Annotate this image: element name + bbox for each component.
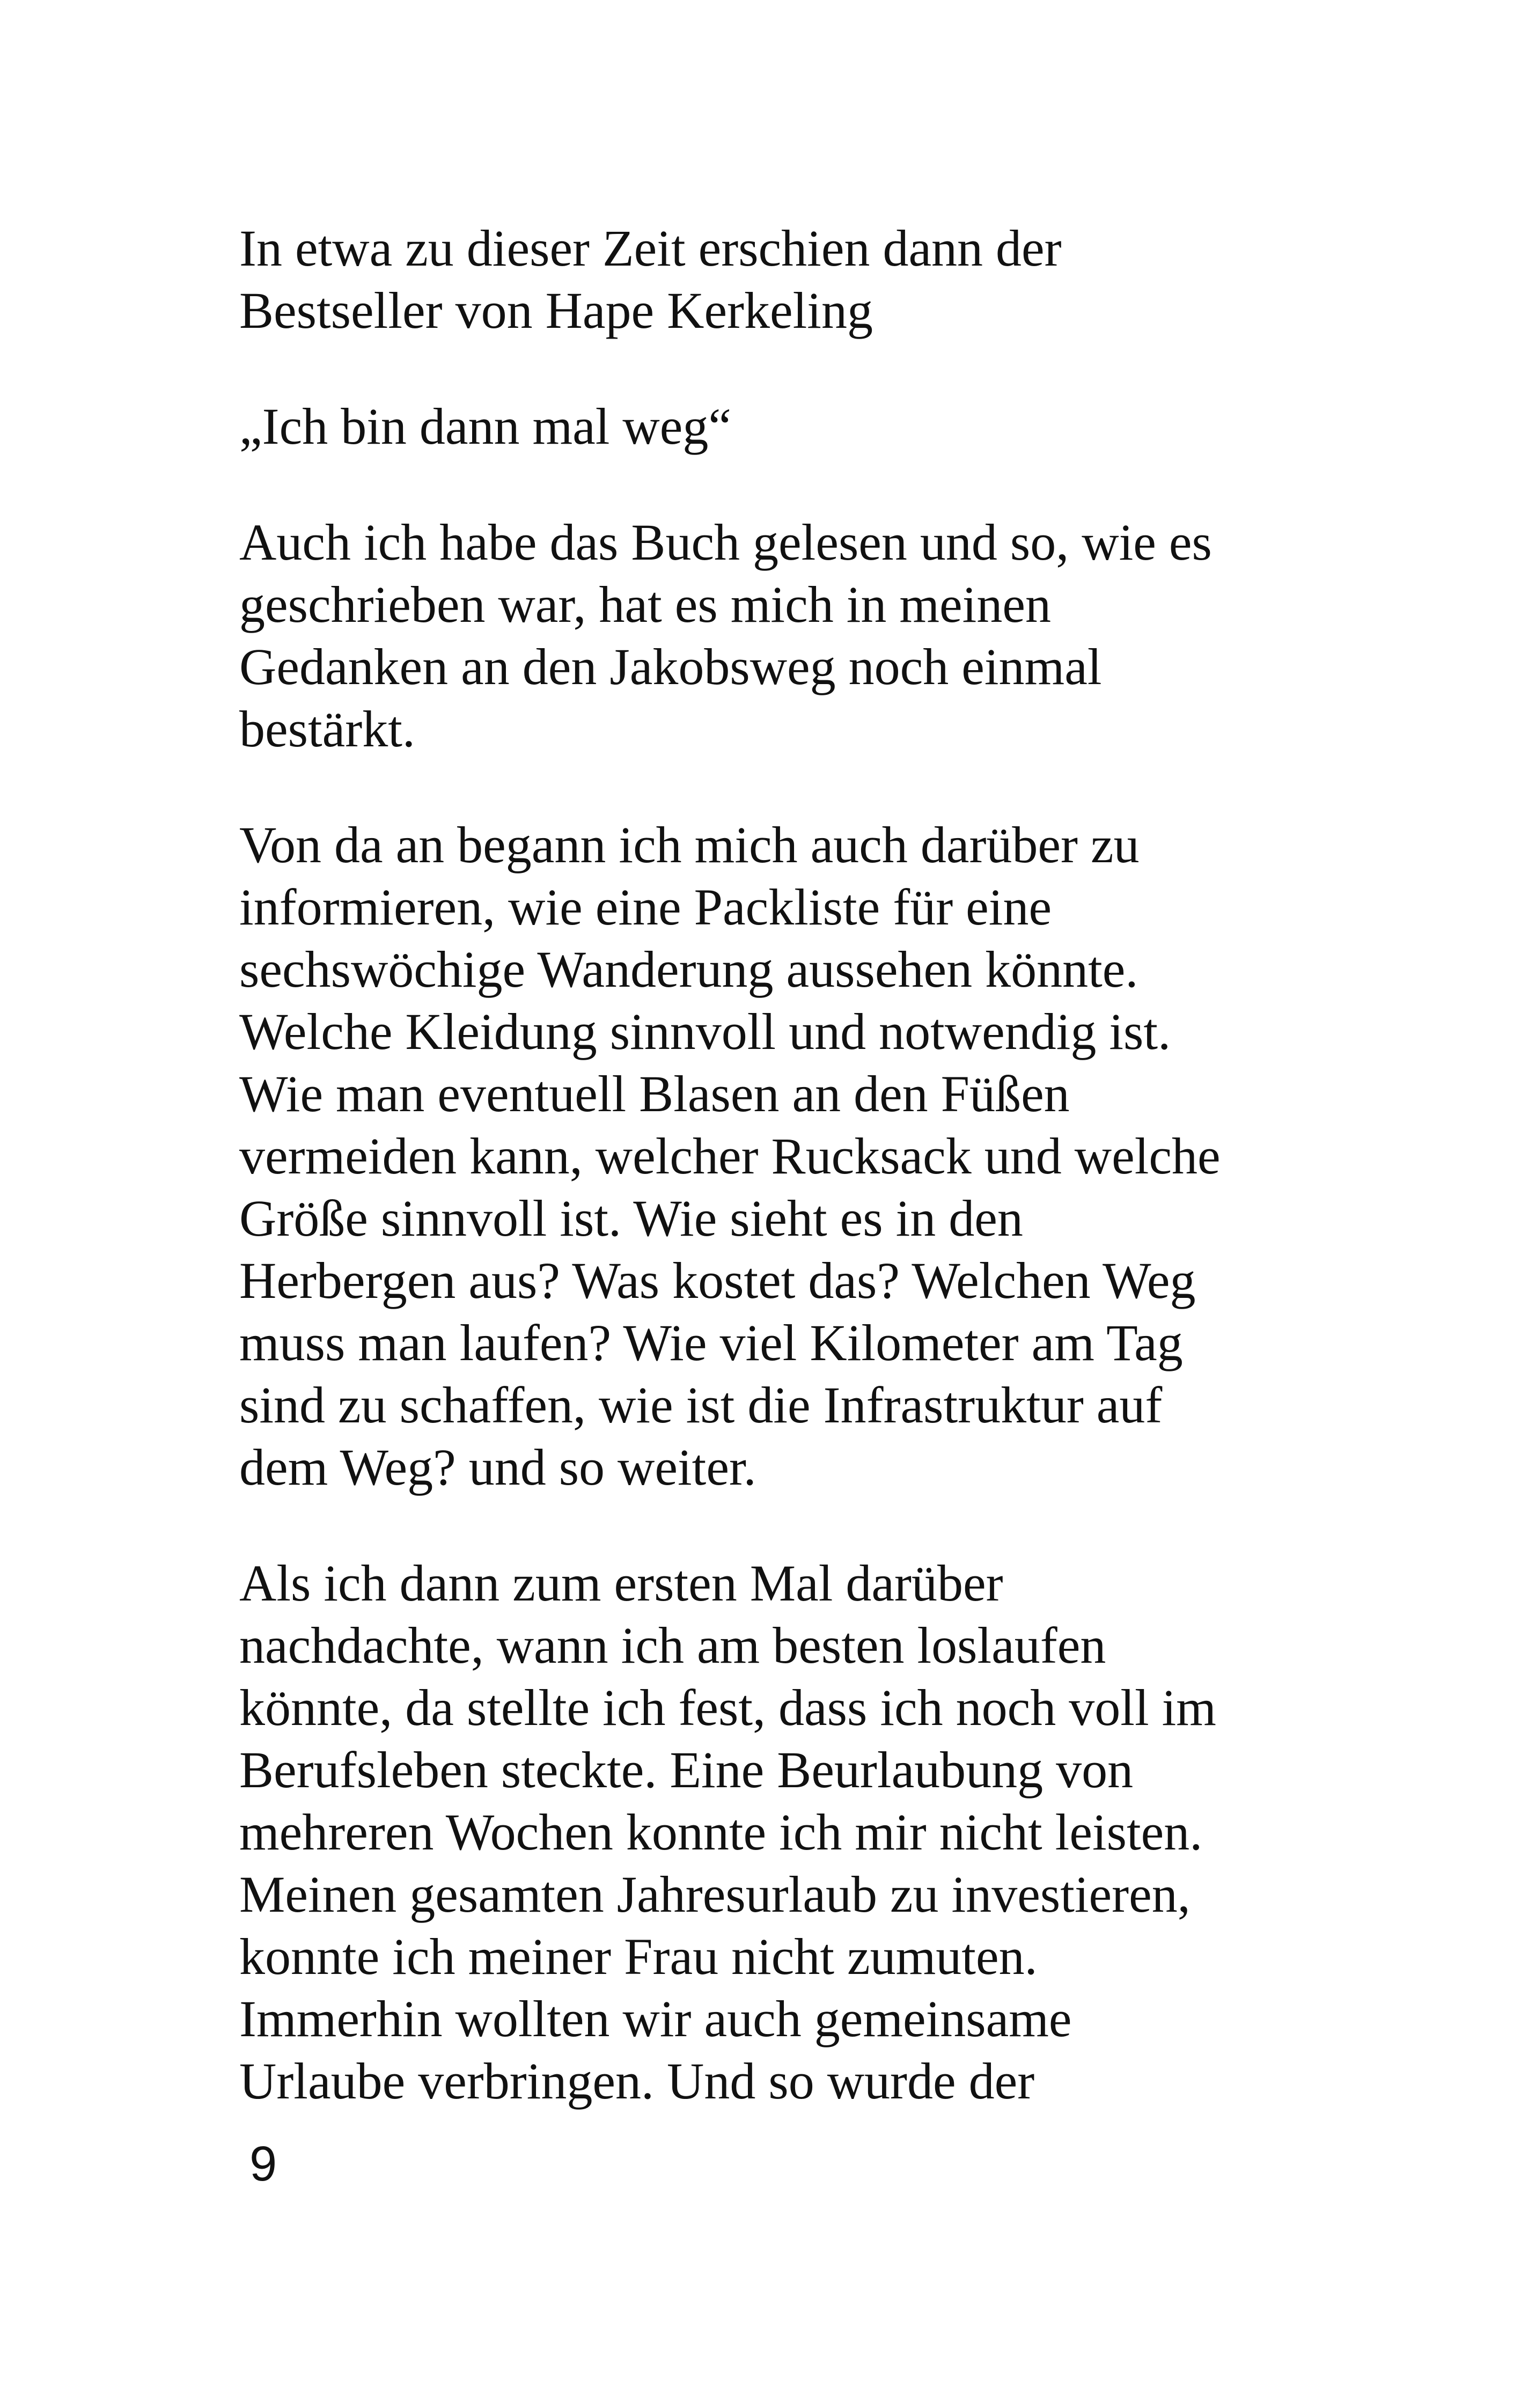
- body-text: [239, 217, 1334, 2166]
- text-line: Auch ich habe das Buch gelesen und so, wie es: [239, 513, 1212, 571]
- page-number: 9: [249, 2137, 277, 2191]
- text-line: Welche Kleidung sinnvoll und notwendig ist.: [239, 1003, 1171, 1060]
- paragraph-3: [239, 511, 1334, 760]
- paragraph-4: [239, 814, 1334, 1499]
- text-line: Immerhin wollten wir auch gemeinsame: [239, 1990, 1072, 2047]
- text-line: informieren, wie eine Packliste für eine: [239, 878, 1052, 936]
- text-line: „Ich bin dann mal weg“: [239, 398, 731, 455]
- text-line: Als ich dann zum ersten Mal darüber: [239, 1554, 1003, 1612]
- text-line: Von da an begann ich mich auch darüber zu: [239, 816, 1140, 873]
- paragraph-5: [239, 1552, 1334, 2112]
- text-line: Meinen gesamten Jahresurlaub zu investieren,: [239, 1866, 1191, 1923]
- text-line: konnte ich meiner Frau nicht zumuten.: [239, 1928, 1038, 1985]
- text-line: In etwa zu dieser Zeit erschien dann der: [239, 219, 1062, 277]
- text-line: Herbergen aus? Was kostet das? Welchen Weg: [239, 1252, 1196, 1309]
- paragraph-2-book-title: [239, 395, 1334, 458]
- text-line: sind zu schaffen, wie ist die Infrastruktur auf: [239, 1376, 1163, 1434]
- text-line: könnte, da stellte ich fest, dass ich noch voll im: [239, 1679, 1216, 1736]
- text-line: Berufsleben steckte. Eine Beurlaubung von: [239, 1741, 1134, 1798]
- text-line: Gedanken an den Jakobsweg noch einmal: [239, 638, 1102, 695]
- text-line: vermeiden kann, welcher Rucksack und welche: [239, 1127, 1221, 1185]
- text-line: bestärkt.: [239, 700, 415, 758]
- text-line: Wie man eventuell Blasen an den Füßen: [239, 1065, 1070, 1122]
- text-line: Größe sinnvoll ist. Wie sieht es in den: [239, 1190, 1023, 1247]
- text-line: dem Weg? und so weiter.: [239, 1438, 756, 1496]
- text-line: mehreren Wochen konnte ich mir nicht leisten.: [239, 1803, 1203, 1861]
- text-line: sechswöchige Wanderung aussehen könnte.: [239, 941, 1138, 998]
- text-line: nachdachte, wann ich am besten loslaufen: [239, 1617, 1106, 1674]
- text-line: Bestseller von Hape Kerkeling: [239, 282, 873, 339]
- paragraph-1: [239, 217, 1334, 342]
- text-line: geschrieben war, hat es mich in meinen: [239, 576, 1051, 633]
- text-line: Urlaube verbringen. Und so wurde der: [239, 2052, 1035, 2110]
- text-line: muss man laufen? Wie viel Kilometer am Tag: [239, 1314, 1183, 1371]
